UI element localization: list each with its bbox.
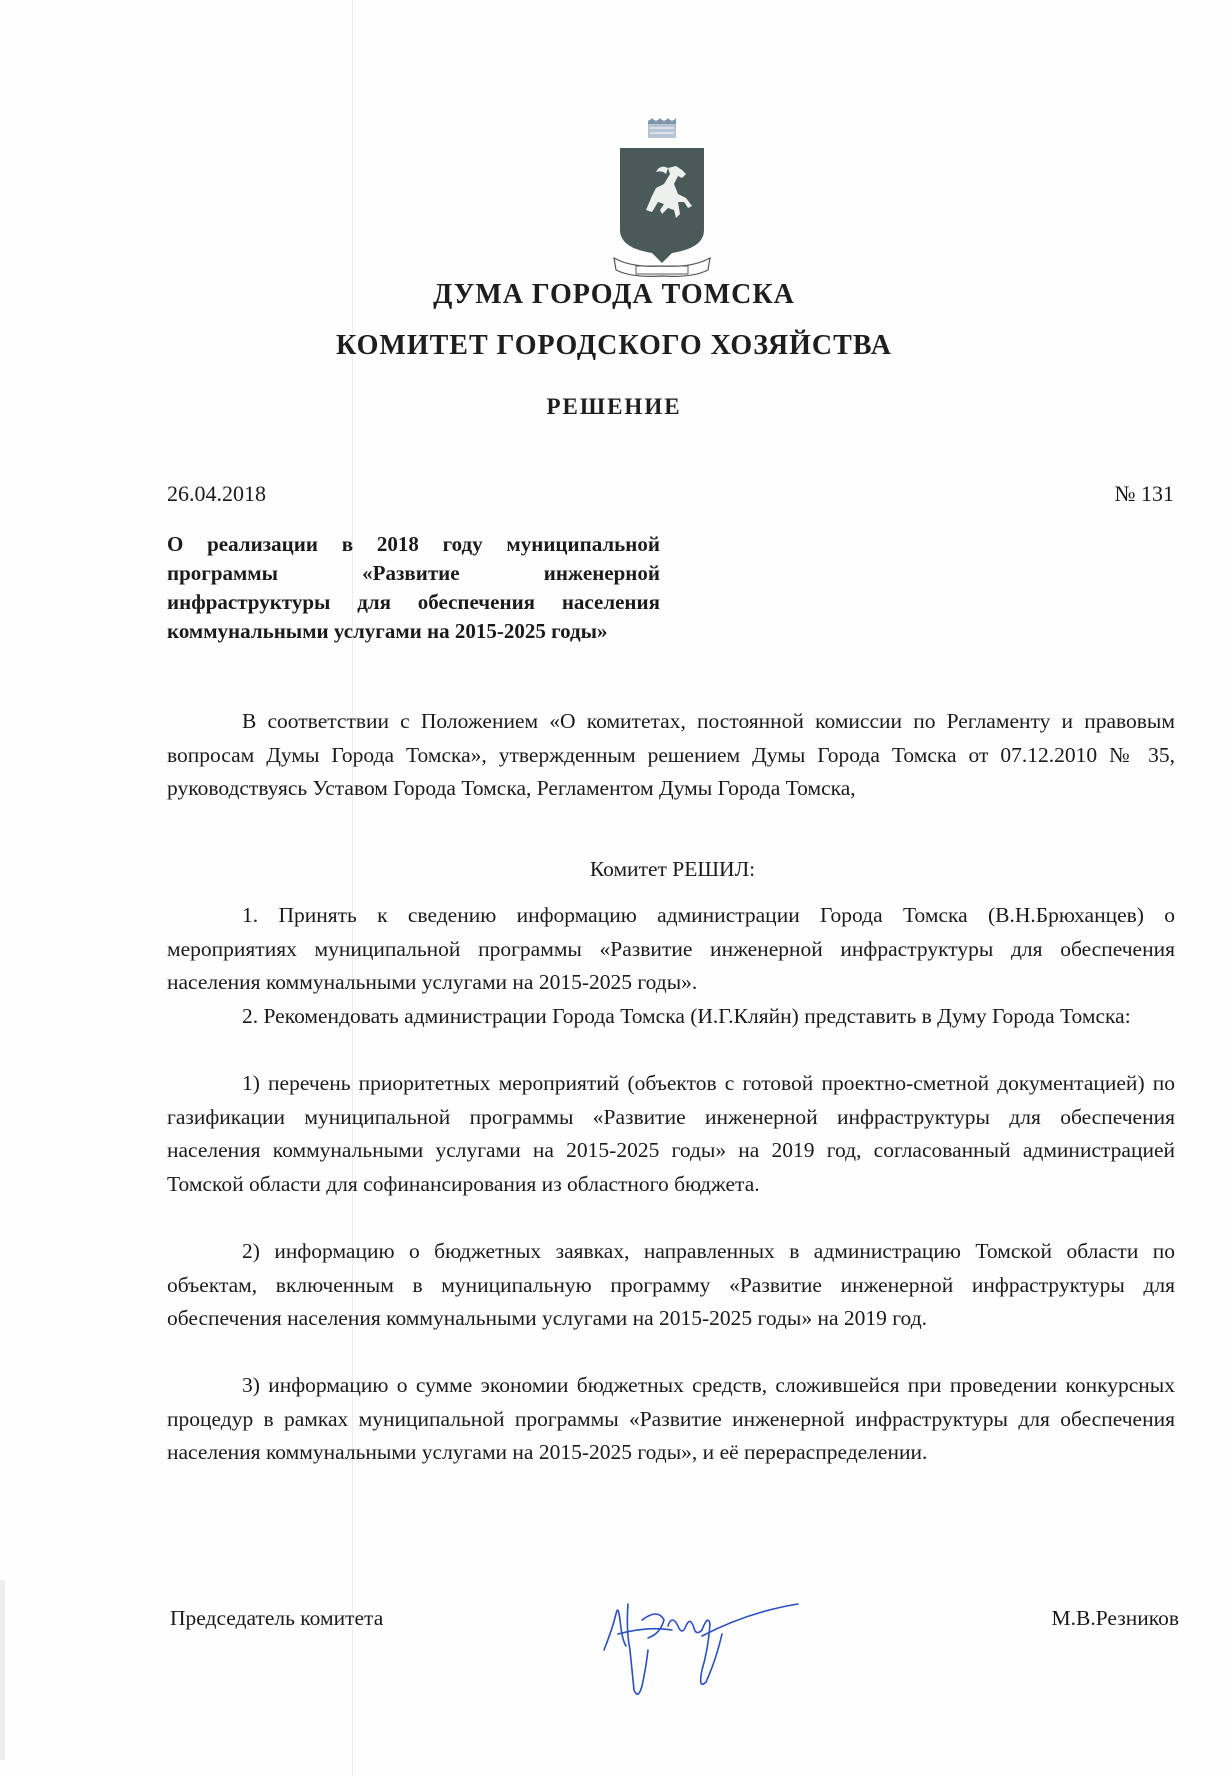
preamble-paragraph: В соответствии с Положением «О комитетах, постоянной комиссии по Регламенту и правовым вопросам Думы Города Томска», утвержденным решением Думы Города Томска от 07.12.2010 № 35, руководствуясь Уставом Города Томска, Регламентом Думы Города Томска, [167, 709, 1175, 800]
committee-title: КОМИТЕТ ГОРОДСКОГО ХОЗЯЙСТВА [336, 330, 892, 361]
decision-subitem-3: 3) информацию о сумме экономии бюджетных средств, сложившейся при проведении конкурсных процедур в рамках муниципальной программы «Развитие инженерной инфраструктуры для обеспечения населения коммунальными услугами на 2015-2025 годы», и её перераспределении. [167, 1373, 1175, 1464]
document-subject: О реализации в 2018 году муниципальной программы «Развитие инженерной инфраструктуры для обеспечения населения коммунальными услугами на 2015-2025 годы» [167, 532, 660, 643]
decision-subitem-1: 1) перечень приоритетных мероприятий (объектов с готовой проектно-сметной документацией) по газификации муниципальной программы «Развитие инженерной инфраструктуры для обеспечения населения коммунальными услугами на 2015-2025 годы» на 2019 год, согласованный администрацией Томской области для софинансирования из областного бюджета. [167, 1071, 1175, 1196]
decision-item-1: 1. Принять к сведению информацию администрации Города Томска (В.Н.Брюханцев) о мероприятиях муниципальной программы «Развитие инженерной инфраструктуры для обеспечения населения коммунальными услугами на 2015-2025 годы». [167, 903, 1175, 994]
signer-title: Председатель комитета [170, 1606, 384, 1630]
document-type: РЕШЕНИЕ [546, 394, 682, 419]
document-date: 26.04.2018 [167, 481, 266, 506]
scan-edge-artifact [0, 1580, 5, 1760]
tomsk-coat-of-arms-icon [612, 118, 712, 280]
handwritten-signature-icon [598, 1590, 808, 1700]
signer-name: М.В.Резников [1051, 1606, 1179, 1630]
decision-subitem-2: 2) информацию о бюджетных заявках, направленных в администрацию Томской области по объектам, включенным в муниципальную программу «Развитие инженерной инфраструктуры для обеспечения населения коммунальными услугами на 2015-2025 годы» на 2019 год. [167, 1239, 1175, 1330]
scan-fold-line [352, 0, 353, 1776]
organization-title: ДУМА ГОРОДА ТОМСКА [433, 279, 795, 310]
decided-heading: Комитет РЕШИЛ: [589, 857, 756, 881]
document-number: № 131 [1114, 481, 1174, 506]
decision-item-2: 2. Рекомендовать администрации Города Томска (И.Г.Кляйн) представить в Думу Города Томска: [242, 1004, 1131, 1028]
